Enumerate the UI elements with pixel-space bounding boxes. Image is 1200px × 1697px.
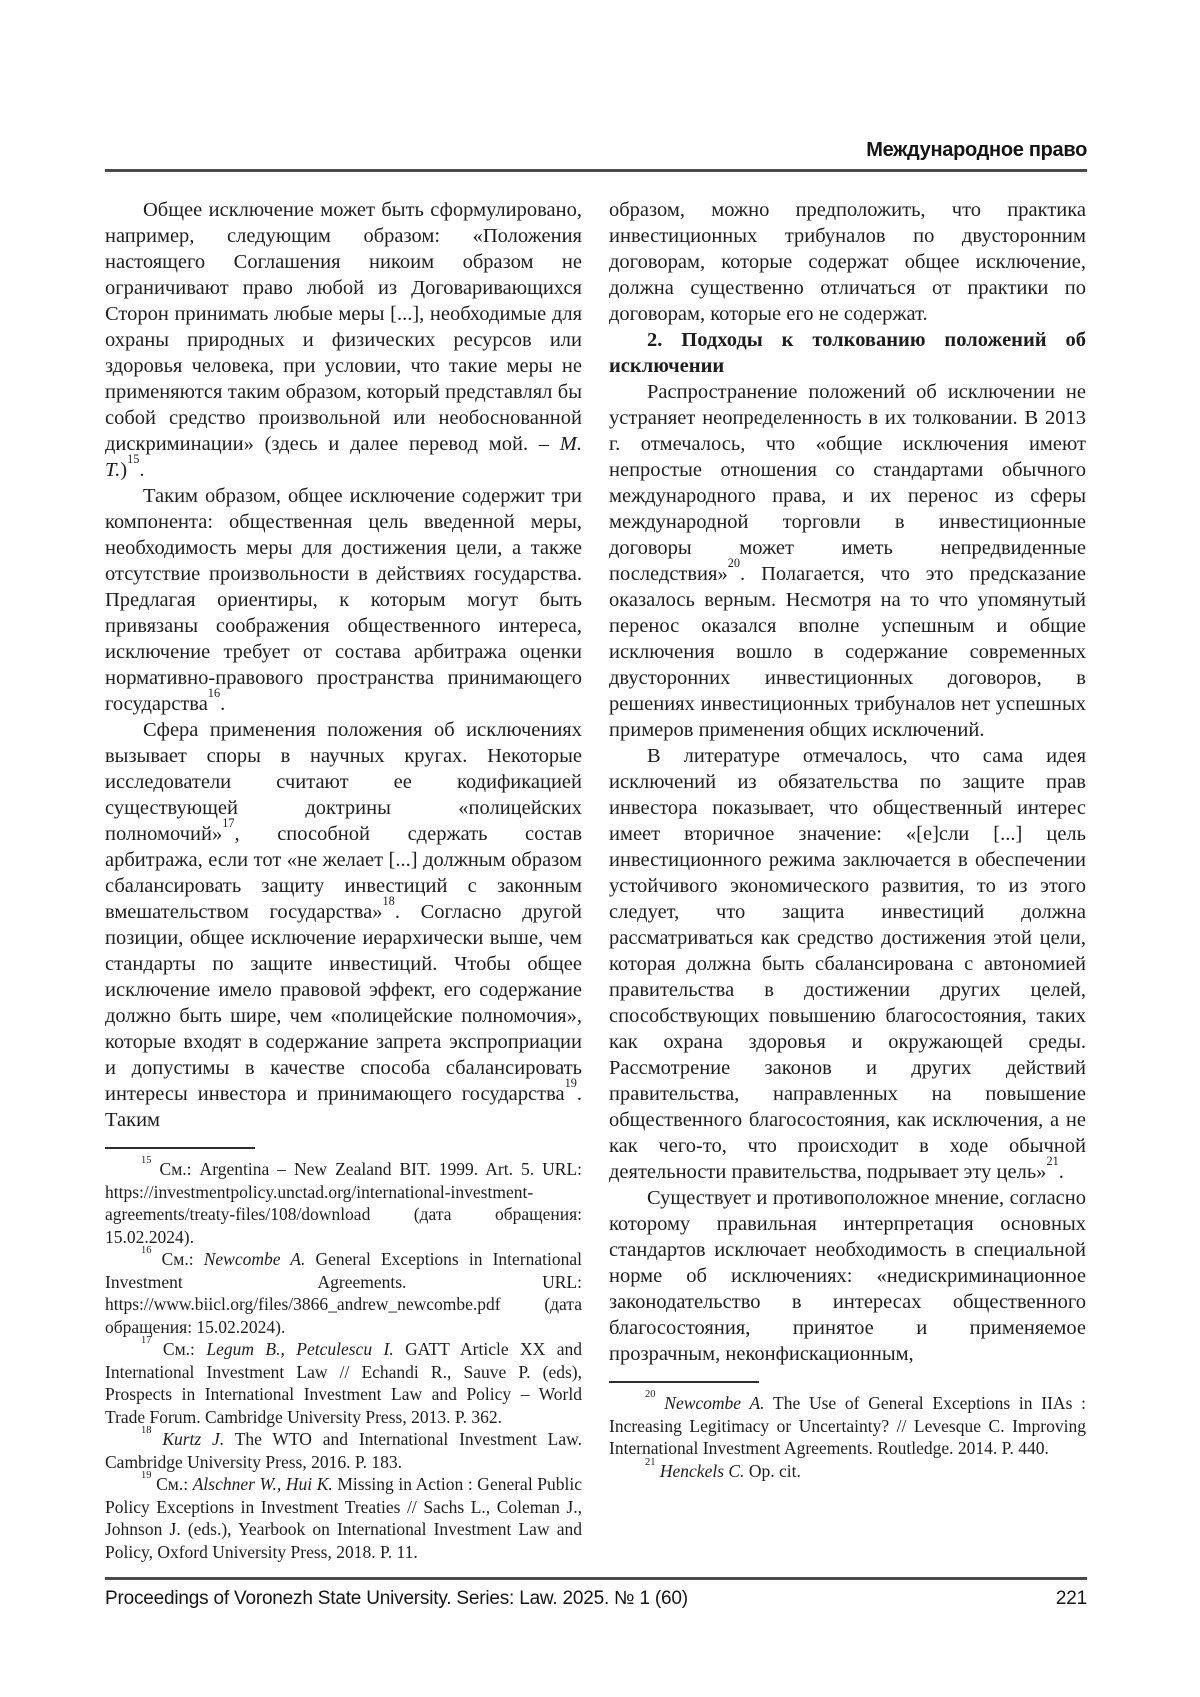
footnote-ref: 17 bbox=[141, 1335, 152, 1347]
text-columns bbox=[105, 197, 1087, 1563]
body-paragraph bbox=[609, 1185, 1086, 1367]
text-run: См.: bbox=[151, 1474, 193, 1494]
text-run: . bbox=[139, 459, 145, 481]
text-run: См.: Argentina – New Zealand BIT. 1999. Art. 5. URL: https://investmentpolicy.unctad.org/international-investment-agreements/treaty-files/108/download (дата обращения: 15.02.2024). bbox=[105, 1159, 582, 1247]
footnote-ref: 16 bbox=[207, 685, 221, 700]
page-footer bbox=[105, 1577, 1087, 1610]
left-column bbox=[105, 197, 582, 1563]
text-run: Henckels C. bbox=[659, 1460, 745, 1481]
text-run: ) bbox=[120, 459, 128, 481]
footnote-ref: 16 bbox=[141, 1245, 152, 1257]
text-run: См.: bbox=[151, 1339, 207, 1359]
text-run: В литературе отмечалось, что сама идея исключений из обязательства по защите прав инвестора показывает, что общественный интерес имеет вторичное значение: «[е]сли [...] цель инвестиционного режима заключается в обеспечении устойчивого экономического развития, то из этого следует, что защита инвестиций должна рассматриваться как средство достижения этой цели, которая должна быть сбалансирована с автономией правительства в достижении других целей, способствующих повышению благосостояния, таких как охрана здоровья и окружающей среды. Рассмотрение законов и других действий правительства, направленных на повышение общественного благосостояния, как исключения, а не как чего-то, что происходит в ходе обычной деятельности правительства, подрывает эту цель» bbox=[609, 745, 1086, 1183]
footnote-ref: 21 bbox=[645, 1456, 656, 1468]
text-run: Missing in Action : General Public Policy Exceptions in Investment Treaties // Sachs L., Coleman J., Johnson J. (eds.), Yearbook on International Investment Law and Policy, Oxford University Press, 2018. P. 11. bbox=[105, 1474, 583, 1562]
page-header bbox=[105, 139, 1087, 172]
body-paragraph bbox=[105, 483, 582, 717]
text-run: GATT Article XX and International Investment Law // Echandi R., Sauve P. (eds), Prospects in International Investment Law and Policy – World Trade Forum. Cambridge University Press, 2013. P. 362. bbox=[105, 1339, 582, 1427]
text-run: 2. Подходы к толкованию положений об исключении bbox=[609, 329, 1086, 377]
text-run: . Согласно другой позиции, общее исключение иерархически выше, чем стандарты по защите инвестиций. Чтобы общее исключение имело правовой эффект, его содержание должно быть шире, чем «полицейские полномочия», которые входят в содержание запрета экспроприации и допустимы в качестве способа сбалансировать интересы инвестора и принимающего государства bbox=[105, 901, 582, 1105]
body-paragraph bbox=[609, 379, 1086, 743]
footnote-ref: 20 bbox=[727, 555, 741, 570]
footnote-ref: 18 bbox=[141, 1425, 152, 1437]
footnote bbox=[105, 1155, 582, 1248]
right-column bbox=[609, 197, 1086, 1563]
text-run: . Таким bbox=[105, 1083, 582, 1131]
footnote-ref: 20 bbox=[645, 1389, 656, 1401]
text-run: Legum B., Petculescu I. bbox=[206, 1339, 394, 1359]
text-run: Сфера применения положения об исключениях вызывает споры в научных кругах. Некоторые исследователи считают ее кодификацией существующей доктрины «полицейских полномочий» bbox=[105, 719, 582, 845]
text-run: . bbox=[220, 693, 226, 715]
text-run: Alschner W., Hui K. bbox=[192, 1474, 333, 1494]
footnote-ref: 19 bbox=[141, 1470, 152, 1482]
body-paragraph bbox=[609, 743, 1086, 1185]
footnote bbox=[105, 1335, 582, 1428]
text-run: . Полагается, что это предсказание оказалось верным. Несмотря на то что упомянутый перенос оказался вполне успешным и общие исключения вошло в содержание современных двусторонних инвестиционных договоров, в решениях инвестиционных трибуналов нет успешных примеров применения общих исключений. bbox=[609, 563, 1086, 741]
right-footnotes bbox=[609, 1381, 1086, 1482]
left-footnotes bbox=[105, 1147, 582, 1563]
text-run: образом, можно предположить, что практика инвестиционных трибуналов по двусторонним договорам, которые содержат общее исключение, должна существенно отличаться от практики по договорам, которые его не содержат. bbox=[609, 199, 1086, 325]
footnote-ref: 17 bbox=[222, 815, 235, 830]
footnote-ref: 15 bbox=[127, 451, 140, 466]
footnote bbox=[105, 1470, 583, 1563]
footnote bbox=[105, 1425, 582, 1473]
footnote bbox=[609, 1456, 1086, 1483]
text-run: М. Т. bbox=[105, 433, 582, 481]
subsection-heading bbox=[609, 327, 1086, 379]
text-run bbox=[152, 1429, 163, 1449]
text-run: Kurtz J. bbox=[162, 1429, 225, 1449]
text-run: Общее исключение может быть сформулировано, например, следующим образом: «Положения настоящего Соглашения никоим образом не ограничивают право любой из Договаривающихся Сторон принимать любые меры [...], необходимые для охраны природных и физических ресурсов или здоровья человека, при условии, что такие меры не применяются таким образом, который представлял бы собой средство произвольной или необоснованной дискриминации» (здесь и далее перевод мой. – bbox=[105, 199, 582, 455]
header-rule bbox=[105, 169, 1087, 172]
text-run: , способной сдержать состав арбитража, если тот «не желает [...] должным образом сбалансировать защиту инвестиций с законным вмешательством государства» bbox=[105, 823, 582, 923]
footer-page-number: 221 bbox=[1055, 1588, 1087, 1609]
footnote-separator bbox=[105, 1147, 255, 1149]
text-run: The WTO and International Investment Law. Cambridge University Press, 2016. P. 183. bbox=[105, 1429, 582, 1472]
footnote bbox=[105, 1245, 582, 1338]
text-run: The Use of General Exceptions in IIAs : Increasing Legitimacy or Uncertainty? // Levesque C. Improving International Investment Agreements. Routledge. 2014. P. 440. bbox=[609, 1393, 1087, 1458]
text-run: Op. cit. bbox=[744, 1460, 801, 1481]
text-run: Таким образом, общее исключение содержит три компонента: общественная цель введенной меры, необходимость меры для достижения цели, а также отсутствие произвольности в действиях государства. Предлагая ориентиры, к которым могут быть привязаны соображения общественного интереса, исключение требует от состава арбитража оценки нормативно-правового пространства принимающего государства bbox=[105, 485, 582, 715]
footnote-ref: 19 bbox=[564, 1075, 577, 1090]
text-run: Newcombe A. bbox=[664, 1393, 765, 1413]
text-run: Newcombe A. bbox=[203, 1249, 306, 1269]
footnote-ref: 18 bbox=[382, 893, 395, 908]
footnote-ref: 15 bbox=[141, 1155, 152, 1167]
body-paragraph bbox=[105, 717, 582, 1133]
section-title: Международное право bbox=[866, 139, 1087, 161]
footer-rule bbox=[105, 1577, 1087, 1580]
footnote bbox=[609, 1389, 1087, 1460]
body-paragraph bbox=[105, 197, 582, 483]
text-run: Существует и противоположное мнение, согласно которому правильная интерпретация основных стандартов исключает необходимость в специальной норме об исключениях: «недискриминационное законодательство в интересах общественного благосостояния, принятое и применяемое прозрачным, неконфискационным, bbox=[609, 1187, 1086, 1365]
footnote-ref: 21 bbox=[1046, 1153, 1059, 1168]
body-paragraph bbox=[609, 197, 1086, 327]
footnote-separator bbox=[609, 1381, 759, 1383]
text-run bbox=[656, 1393, 665, 1413]
text-run: Распространение положений об исключении не устраняет неопределенность в их толковании. В 2013 г. отмечалось, что «общие исключения имеют непростые отношения со стандартами обычного международного права, и их перенос из сферы международной торговли в инвестиционные договоры может иметь непредвиденные последствия» bbox=[609, 381, 1086, 585]
text-run: . bbox=[1058, 1161, 1064, 1183]
text-run: См.: bbox=[151, 1249, 204, 1269]
text-run: General Exceptions in International Investment Agreements. URL: https://www.biicl.org/files/3866_andrew_newcombe.pdf (дата обращения: 15.02.2024). bbox=[105, 1249, 582, 1337]
footer-journal-title: Proceedings of Voronezh State University. Series: Law. 2025. № 1 (60) bbox=[105, 1588, 688, 1609]
